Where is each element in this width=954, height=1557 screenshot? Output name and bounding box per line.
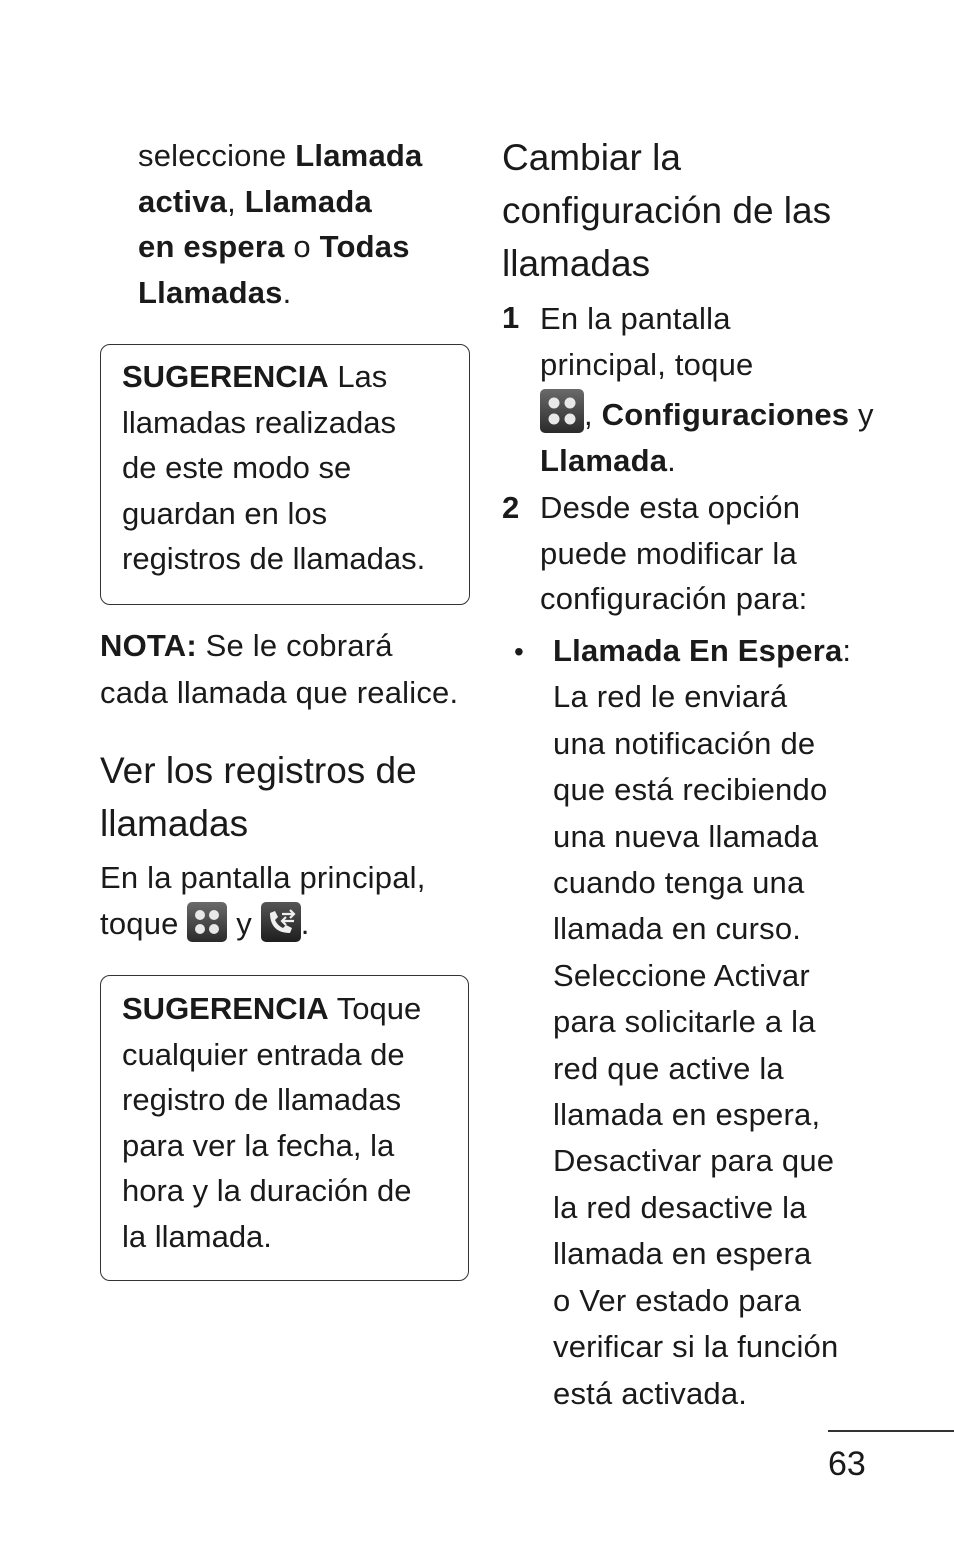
step-line: En la pantalla (540, 301, 731, 336)
bullet-line: Desactivar para que (553, 1143, 835, 1179)
tip2-line: la llamada. (122, 1218, 272, 1254)
step-bold-configuraciones: Configuraciones (601, 397, 850, 432)
call-log-icon (261, 902, 301, 942)
tip-text-1 (122, 354, 425, 582)
heading-line: llamadas (100, 803, 249, 844)
body-line: En la pantalla principal, (100, 860, 426, 895)
step-number-1: 1 (502, 300, 520, 335)
tip-label-1: SUGERENCIA (122, 359, 329, 394)
step-number-2: 2 (502, 490, 520, 525)
heading-line: Ver los registros de (100, 750, 417, 791)
bullet-line: llamada en espera (553, 1236, 812, 1272)
step-line: puede modificar la (540, 535, 797, 571)
bullet-line: para solicitarle a la (553, 1004, 816, 1040)
step-bold-llamada: Llamada (540, 442, 668, 478)
tip-text-2 (122, 986, 421, 1259)
bullet-line: una nueva llamada (553, 818, 819, 854)
intro-bold-llamadas: Llamadas (138, 274, 283, 310)
intro-bold-llamada-2: Llamada (244, 183, 372, 219)
step-period: . (667, 442, 676, 478)
page-number-rule (828, 1430, 954, 1432)
intro-sep: , (227, 183, 245, 219)
tip2-line: Toque (328, 991, 422, 1026)
bullet-line: cuando tenga una (553, 865, 805, 901)
apps-grid-icon (187, 902, 227, 942)
tip1-line: llamadas realizadas (122, 404, 396, 440)
bullet-colon: : (842, 633, 852, 668)
bullet-line: una notificación de (553, 725, 816, 761)
bullet-line: Seleccione Activar (553, 957, 810, 993)
tip2-line: hora y la duración de (122, 1173, 412, 1208)
note-line: Se le cobrará (196, 628, 393, 663)
step-sep: , (584, 397, 602, 432)
intro-text-o: o (284, 229, 320, 264)
intro-text-1: seleccione (138, 138, 296, 173)
page-number: 63 (828, 1445, 866, 1483)
tip1-line: registros de llamadas. (122, 541, 426, 576)
note-label: NOTA: (100, 628, 197, 663)
body-period: . (300, 905, 310, 941)
intro-bold-en-espera: en espera (138, 229, 285, 264)
intro-bold-llamada: Llamada (295, 138, 423, 173)
step-line: configuración para: (540, 581, 808, 616)
bullet-line: está activada. (553, 1375, 748, 1411)
step-line: Desde esta opción (540, 490, 801, 525)
tip2-line: para ver la fecha, la (122, 1127, 395, 1163)
bullet-line: red que active la (553, 1050, 784, 1086)
intro-bold-activa: activa (138, 183, 228, 219)
bullet-line: que está recibiendo (553, 772, 828, 808)
bullet-line: La red le enviará (553, 679, 788, 715)
section-heading-configuracion (502, 131, 831, 290)
body-y: y (236, 905, 261, 941)
tip-label-2: SUGERENCIA (122, 991, 329, 1026)
section-heading-registros (100, 744, 417, 850)
bullet-line: llamada en curso. (553, 911, 802, 947)
tip1-line: guardan en los (122, 495, 328, 531)
apps-grid-icon (540, 389, 584, 433)
intro-text (138, 133, 422, 315)
step-line: principal, toque (540, 346, 754, 382)
heading-line: Cambiar la (502, 137, 681, 178)
bullet-title: Llamada En Espera (553, 633, 843, 668)
tip1-line: de este modo se (122, 450, 352, 485)
bullet-point: • (514, 636, 524, 667)
bullet-line: verificar si la función (553, 1329, 839, 1365)
intro-bold-todas: Todas (319, 229, 410, 264)
heading-line: llamadas (502, 243, 651, 284)
body-toque: toque (100, 905, 188, 941)
step-y: y (849, 397, 874, 432)
section-body (100, 855, 426, 946)
tip2-line: cualquier entrada de (122, 1036, 405, 1072)
step-1-text (540, 296, 874, 483)
intro-period: . (282, 274, 292, 310)
bullet-line: la red desactive la (553, 1189, 807, 1225)
note-line: cada llamada que realice. (100, 675, 459, 710)
bullet-line: llamada en espera, (553, 1097, 821, 1133)
bullet-line: o Ver estado para (553, 1282, 802, 1318)
tip1-line: Las (328, 359, 388, 394)
tip2-line: registro de llamadas (122, 1082, 402, 1117)
note (100, 622, 458, 716)
bullet-text (553, 628, 851, 1417)
step-2-text (540, 485, 807, 622)
heading-line: configuración de las (502, 190, 832, 231)
